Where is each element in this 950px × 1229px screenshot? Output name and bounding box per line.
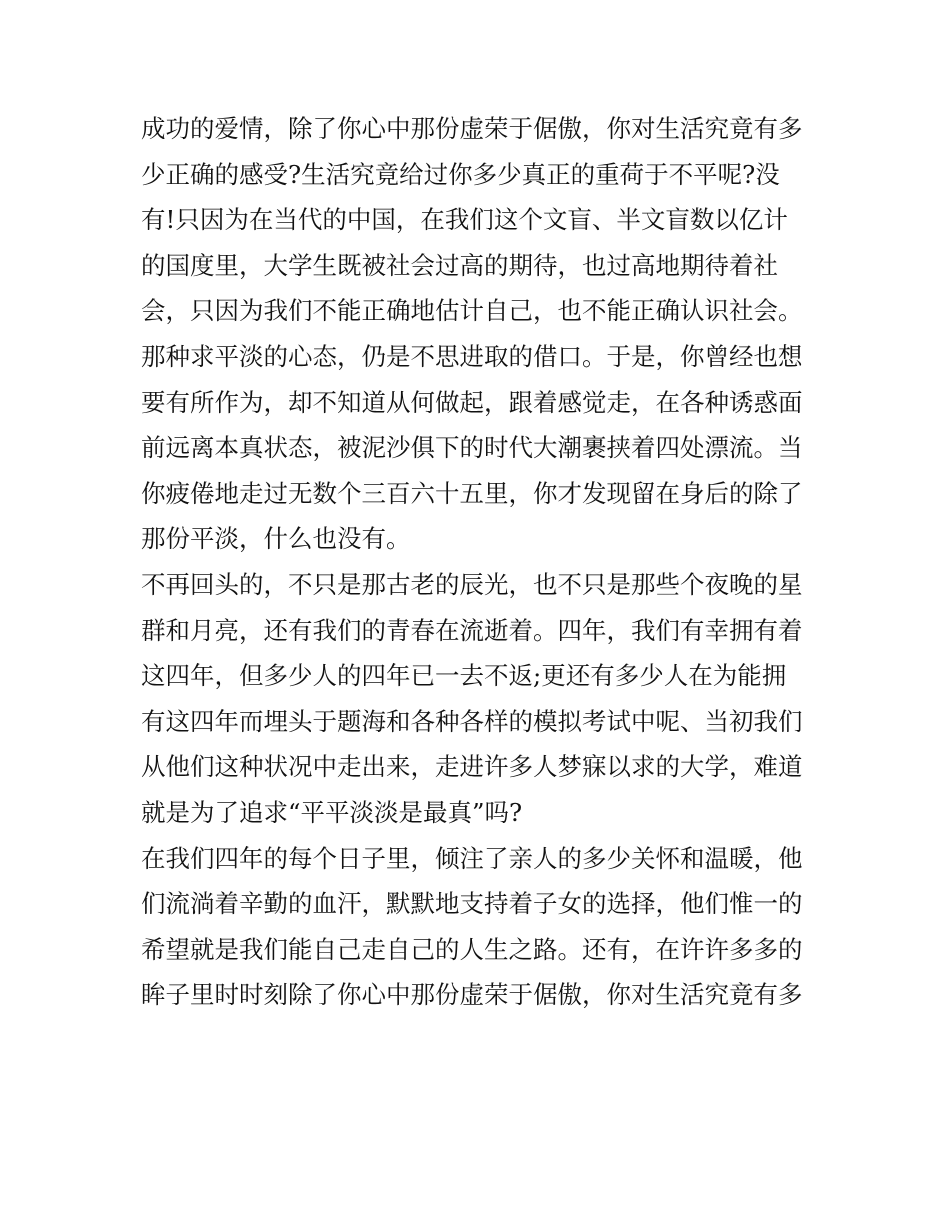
text-line: 在我们四年的每个日子里，倾注了亲人的多少关怀和温暖，他 — [141, 843, 803, 873]
text-line: 那种求平淡的心态，仍是不思进取的借口。于是，你曾经也想 — [141, 341, 803, 371]
text-line: 眸子里时时刻除了你心中那份虚荣于倨傲，你对生活究竟有多 — [141, 980, 803, 1010]
text-line: 从他们这种状况中走出来，走进许多人梦寐以求的大学，难道 — [141, 752, 803, 782]
text-line: 有这四年而埋头于题海和各种各样的模拟考试中呢、当初我们 — [141, 706, 803, 736]
text-line: 要有所作为，却不知道从何做起，跟着感觉走，在各种诱惑面 — [141, 387, 803, 417]
text-line: 不再回头的，不只是那古老的辰光，也不只是那些个夜晚的星 — [141, 569, 803, 599]
text-line: 就是为了追求“平平淡淡是最真”吗? — [141, 797, 523, 827]
text-line: 这四年，但多少人的四年已一去不返;更还有多少人在为能拥 — [141, 661, 787, 691]
text-line: 前远离本真状态，被泥沙俱下的时代大潮裹挟着四处漂流。当 — [141, 433, 803, 463]
text-line: 的国度里，大学生既被社会过高的期待，也过高地期待着社 — [141, 250, 778, 280]
text-line: 有!只因为在当代的中国，在我们这个文盲、半文盲数以亿计 — [141, 205, 788, 235]
text-line: 们流淌着辛勤的血汗，默默地支持着子女的选择，他们惟一的 — [141, 889, 803, 919]
text-line: 会，只因为我们不能正确地估计自己，也不能正确认识社会。 — [141, 296, 803, 326]
text-line: 成功的爱情，除了你心中那份虚荣于倨傲，你对生活究竟有多 — [141, 114, 803, 143]
text-line: 少正确的感受?生活究竟给过你多少真正的重荷于不平呢?没 — [141, 159, 780, 189]
body-text — [141, 106, 813, 1018]
text-line: 群和月亮，还有我们的青春在流逝着。四年，我们有幸拥有着 — [141, 615, 803, 645]
text-line: 那份平淡，什么也没有。 — [141, 524, 411, 554]
text-line: 希望就是我们能自己走自己的人生之路。还有，在许许多多的 — [141, 934, 803, 964]
text-line: 你疲倦地走过无数个三百六十五里，你才发现留在身后的除了 — [141, 478, 803, 508]
